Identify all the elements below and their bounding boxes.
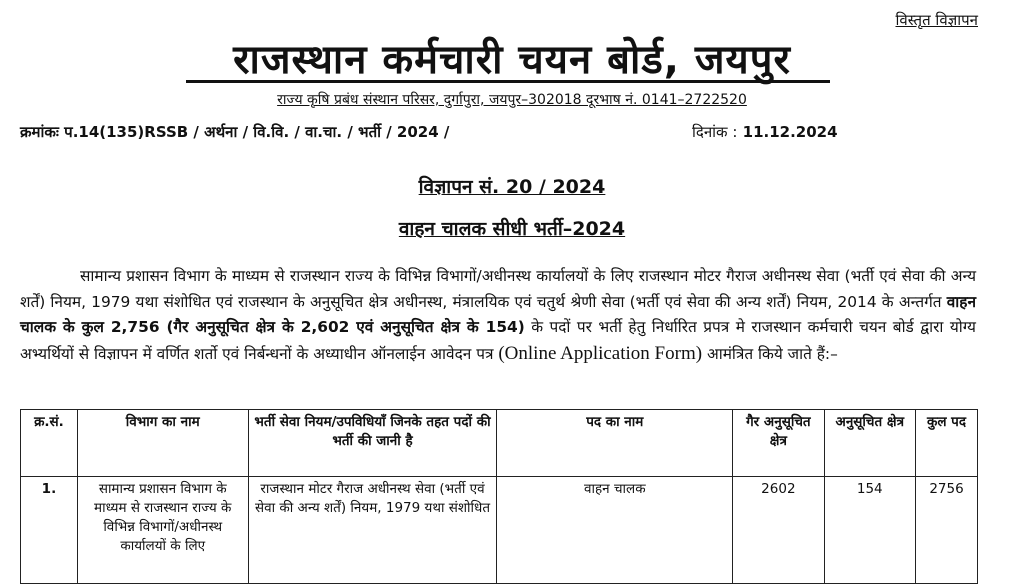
issue-date xyxy=(692,122,838,142)
date-label: दिनांक : xyxy=(692,123,738,141)
table-header-row xyxy=(21,410,978,477)
date-value: 11.12.2024 xyxy=(742,123,838,141)
intro-paragraph xyxy=(20,264,976,367)
reference-label: क्रमांकः xyxy=(20,123,59,141)
intro-online-form: (Online Application Form) xyxy=(498,342,703,364)
intro-text-2: के पदों पर भर्ती हेतु निर्धारित प्रपत्र मे राजस्थान कर्मचारी चयन बोर्ड द्वारा योग्य अभ्यर्थियों से विज्ञापन में वर्णित शर्तो एवं निर्बन्धनों के अध्याधीन ऑनलाईन आवेदन पत्र xyxy=(20,318,976,363)
cell-department: सामान्य प्रशासन विभाग के माध्यम से राजस्थान राज्य के विभिन्न विभागों/अधीनस्थ कार्यालयों के लिए xyxy=(77,477,248,584)
board-address: राज्य कृषि प्रबंध संस्थान परिसर, दुर्गापुरा, जयपुर–302018 दूरभाष नं. 0141–2722520 xyxy=(277,92,747,108)
advertisement-number: विज्ञापन सं. 20 / 2024 xyxy=(418,176,606,198)
cell-scheduled: 154 xyxy=(824,477,915,584)
header-sno: क्र.सं. xyxy=(21,410,78,477)
intro-post-count: वाहन चालक के कुल 2,756 (गैर अनुसूचित क्षेत्र के 2,602 एवं अनुसूचित क्षेत्र के 154) xyxy=(20,292,976,336)
header-non-scheduled: गैर अनुसूचित क्षेत्र xyxy=(733,410,824,477)
recruitment-title: वाहन चालक सीधी भर्ती–2024 xyxy=(398,218,626,240)
cell-non-scheduled: 2602 xyxy=(733,477,824,584)
title-underline xyxy=(186,80,830,83)
cell-sno: 1. xyxy=(21,477,78,584)
cell-total: 2756 xyxy=(915,477,977,584)
header-scheduled: अनुसूचित क्षेत्र xyxy=(824,410,915,477)
header-post: पद का नाम xyxy=(497,410,733,477)
reference-value: प.14(135)RSSB / अर्थना / वि.वि. / वा.चा. / भर्ती / 2024 / xyxy=(64,123,450,141)
intro-text-3: आमंत्रित किये जाते हैं:– xyxy=(706,344,838,363)
cell-post: वाहन चालक xyxy=(497,477,733,584)
header-department: विभाग का नाम xyxy=(77,410,248,477)
cell-rules: राजस्थान मोटर गैराज अधीनस्थ सेवा (भर्ती एवं सेवा की अन्य शर्तें) नियम, 1979 यथा संशोधित xyxy=(248,477,497,584)
table-row xyxy=(21,477,978,584)
posts-table xyxy=(20,409,978,584)
header-total: कुल पद xyxy=(915,410,977,477)
board-title: राजस्थान कर्मचारी चयन बोर्ड, जयपुर xyxy=(233,37,791,83)
reference-number xyxy=(20,122,449,142)
intro-text-1: सामान्य प्रशासन विभाग के माध्यम से राजस्थान राज्य के विभिन्न विभागों/अधीनस्थ कार्यालयों के लिए राजस्थान मोटर गैराज अधीनस्थ सेवा (भर्ती एवं सेवा की अन्य शर्तें) नियम, 1979 यथा संशोधित एवं राजस्थान के अनुसूचित क्षेत्र अधीनस्थ, मंत्रालयिक एवं चतुर्थ श्रेणी सेवा (भर्ती एवं सेवा की अन्य शर्तें) नियम, 2014 के अन्तर्गत xyxy=(20,267,976,311)
document-type-label: विस्तृत विज्ञापन xyxy=(895,11,978,29)
header-rules: भर्ती सेवा नियम/उपविधियाँ जिनके तहत पदों की भर्ती की जानी है xyxy=(248,410,497,477)
